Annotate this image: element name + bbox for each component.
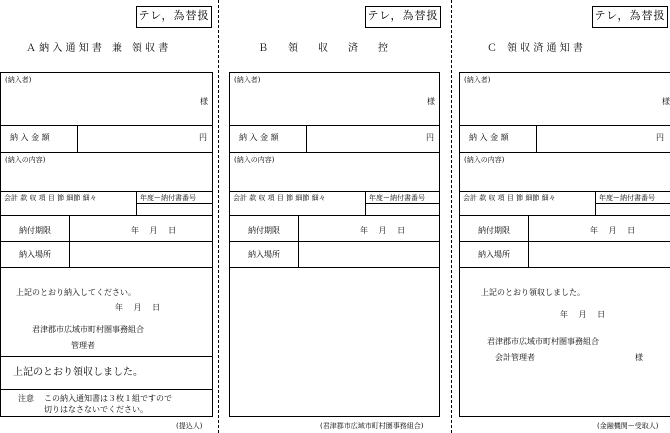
issue-date: 年 月 日: [115, 303, 161, 312]
divider: [1, 125, 212, 126]
divider: [230, 152, 439, 153]
divider: [1, 267, 212, 268]
panel-c-form: [459, 72, 670, 417]
divider: [595, 203, 670, 204]
fiscal-number-header: 年度ー納付書番号: [140, 194, 196, 202]
divider: [136, 203, 212, 204]
divider: [230, 191, 439, 192]
accountant-label: 会計管理者: [495, 353, 535, 362]
deadline-date: 年 月 日: [131, 226, 177, 235]
panel-a-footer: (提込人): [176, 422, 203, 430]
amount-label: 納 入 金 額: [239, 133, 279, 142]
note-line-1: この納入通知書は３枚１組ですので: [44, 394, 172, 403]
issuer-name: 君津郡市広域市町村圏事務組合: [487, 337, 599, 346]
deadline-label: 納付期限: [248, 226, 280, 235]
divider: [1, 389, 212, 390]
divider: [1, 191, 212, 192]
note-line-2: 切りはなさないでください。: [44, 405, 148, 414]
divider: [77, 125, 78, 152]
place-label: 納入場所: [248, 250, 280, 259]
contents-label: (納入の内容): [464, 156, 505, 164]
divider: [460, 125, 670, 126]
payer-sama: 様: [662, 97, 670, 106]
contents-label: (納入の内容): [234, 156, 275, 164]
panel-b-title: Ｂ 領 収 済 控: [258, 43, 388, 54]
deadline-label: 納付期限: [19, 226, 51, 235]
payment-method-tag-b: テレ，為替扱: [365, 6, 441, 28]
note-label: 注意: [18, 394, 34, 403]
divider: [230, 241, 439, 242]
panel-c-title: Ｃ 領 収 済 通 知 書: [487, 43, 583, 54]
issuer-name: 君津郡市広域市町村圏事務組合: [32, 325, 144, 334]
panel-a-form: [0, 72, 213, 417]
divider: [230, 125, 439, 126]
divider: [230, 267, 439, 268]
account-items-header: 会計 款 収 項 目 節 細節 細々: [233, 194, 326, 202]
payer-label: (納入者): [464, 76, 491, 84]
divider: [460, 241, 670, 242]
payment-method-tag-a: テレ，為替扱: [136, 6, 212, 28]
account-items-header: 会計 款 収 項 目 節 細節 細々: [463, 194, 556, 202]
panel-a-title: Ａ 納 入 通 知 書 兼 領 収 書: [26, 43, 169, 54]
divider: [460, 267, 670, 268]
deadline-label: 納付期限: [478, 226, 510, 235]
panel-c-footer: (金融機関ー受取人): [597, 422, 659, 430]
divider: [230, 215, 439, 216]
amount-label: 納 入 金 額: [10, 133, 50, 142]
place-label: 納入場所: [19, 250, 51, 259]
deadline-date: 年 月 日: [360, 226, 406, 235]
divider: [1, 152, 212, 153]
amount-yen: 円: [656, 133, 664, 142]
fiscal-number-header: 年度ー納付書番号: [599, 194, 655, 202]
account-items-header: 会計 款 収 項 目 節 細節 細々: [4, 194, 97, 202]
accountant-sama: 様: [635, 353, 643, 362]
divider: [460, 152, 670, 153]
amount-yen: 円: [426, 133, 434, 142]
payer-sama: 様: [200, 97, 208, 106]
cut-line-left: [218, 0, 219, 433]
divider: [306, 125, 307, 152]
payer-sama: 様: [427, 97, 435, 106]
contents-label: (納入の内容): [5, 156, 46, 164]
amount-yen: 円: [199, 133, 207, 142]
divider: [365, 203, 439, 204]
manager-label: 管理者: [71, 341, 95, 350]
panel-b-form: [229, 72, 440, 417]
payment-method-tag-c: テレ，為替扱: [592, 6, 668, 28]
divider: [536, 125, 537, 152]
received-statement: 上記のとおり領収しました。: [481, 288, 585, 297]
pay-statement: 上記のとおり納入してください。: [16, 288, 136, 297]
payer-label: (納入者): [234, 76, 261, 84]
panel-b-footer: (君津郡市広域市町村圏事務組合): [320, 422, 424, 430]
payer-label: (納入者): [5, 76, 32, 84]
place-label: 納入場所: [478, 250, 510, 259]
received-statement: 上記のとおり領収しました。: [13, 367, 143, 378]
divider: [1, 356, 212, 357]
divider: [1, 215, 212, 216]
deadline-date: 年 月 日: [590, 226, 636, 235]
receipt-date: 年 月 日: [560, 310, 606, 319]
fiscal-number-header: 年度ー納付書番号: [369, 194, 425, 202]
divider: [1, 241, 212, 242]
cut-line-right: [451, 0, 452, 433]
divider: [460, 191, 670, 192]
amount-label: 納 入 金 額: [469, 133, 509, 142]
divider: [460, 215, 670, 216]
